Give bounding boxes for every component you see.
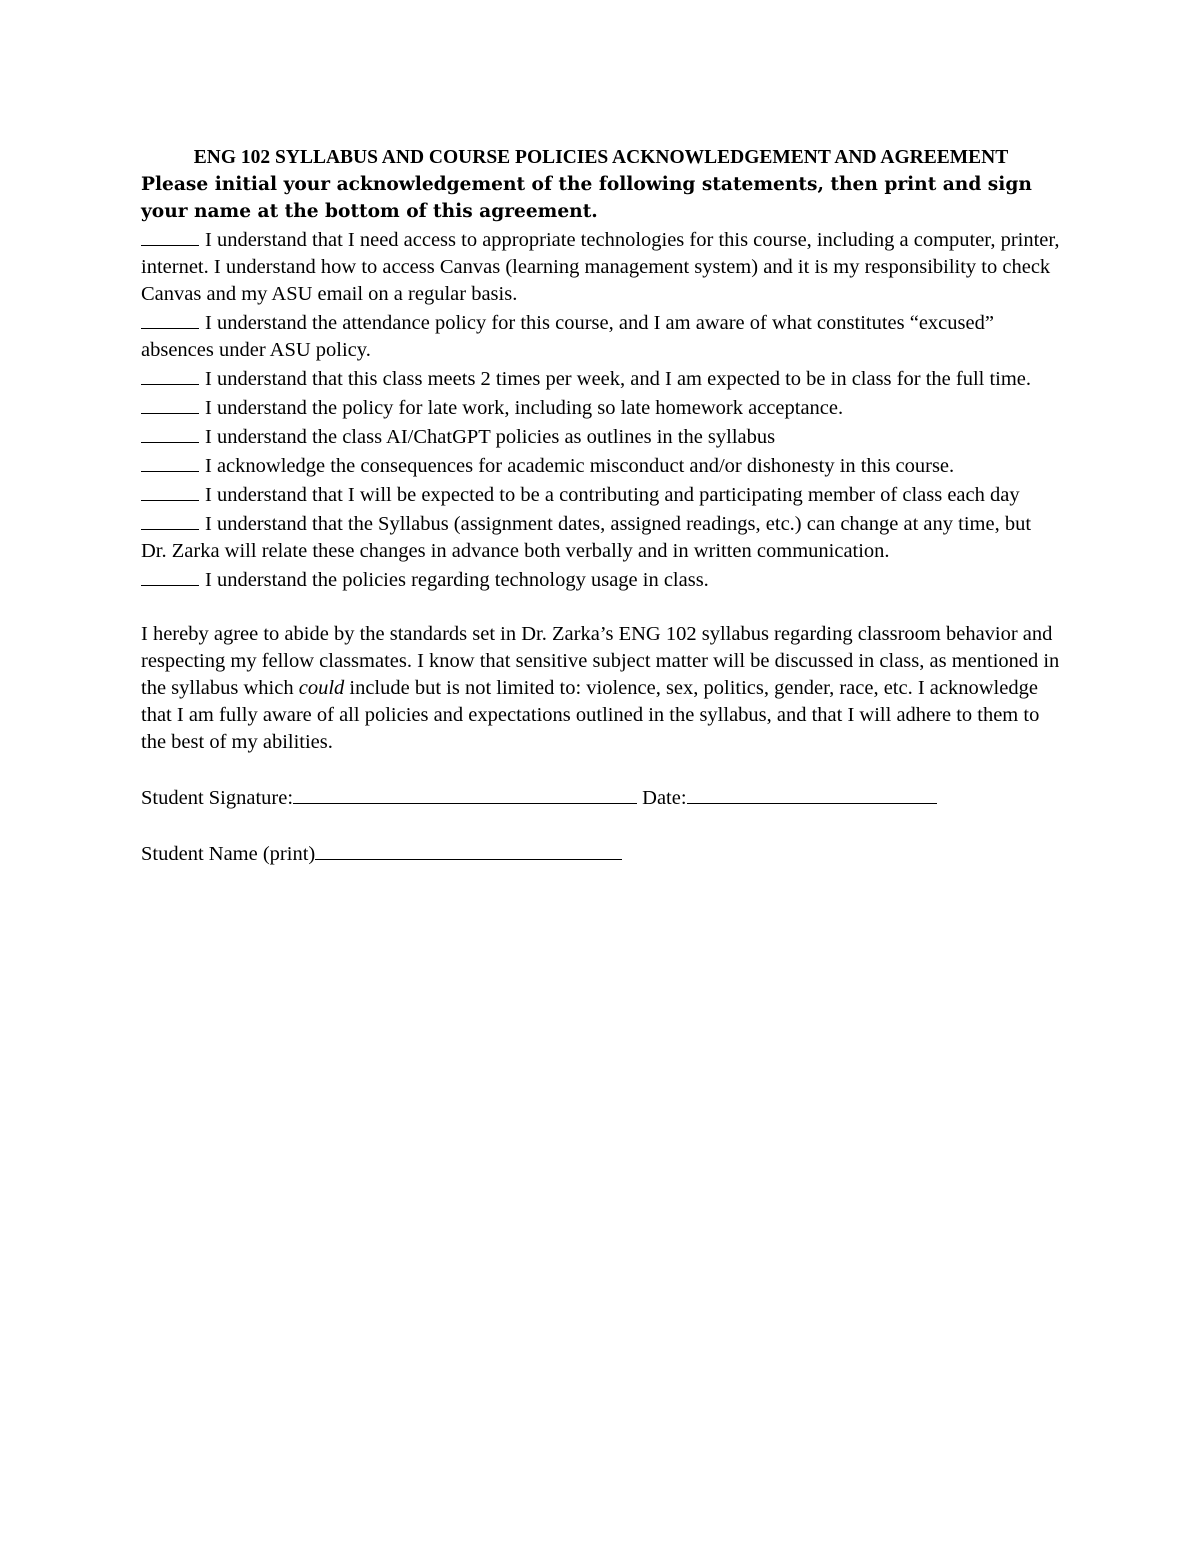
statement-text: I understand the policies regarding technology usage in class. bbox=[205, 569, 709, 591]
statement-list bbox=[141, 225, 1061, 594]
agreement-paragraph bbox=[141, 621, 1061, 756]
initial-blank[interactable] bbox=[141, 509, 199, 530]
date-field[interactable] bbox=[687, 783, 937, 804]
initial-blank[interactable] bbox=[141, 451, 199, 472]
name-label: Student Name (print) bbox=[141, 843, 316, 865]
initial-blank[interactable] bbox=[141, 565, 199, 586]
initial-blank[interactable] bbox=[141, 225, 199, 246]
statement-text: I understand the class AI/ChatGPT policies as outlines in the syllabus bbox=[205, 426, 776, 448]
agreement-text-end: include but is not limited to: violence, sex, politics, gender, race, etc. I acknowledge that I am fully aware of all policies and expectations outlined in the syllabus, and that I will adhere to them to the best of my abilities. bbox=[141, 677, 1040, 753]
statement-item bbox=[141, 480, 1061, 509]
signature-label: Student Signature: bbox=[141, 787, 294, 809]
signature-row bbox=[141, 783, 1061, 812]
name-row bbox=[141, 839, 1061, 868]
initial-blank[interactable] bbox=[141, 364, 199, 385]
initial-blank[interactable] bbox=[141, 480, 199, 501]
statement-item bbox=[141, 393, 1061, 422]
name-field[interactable] bbox=[315, 839, 622, 860]
initial-blank[interactable] bbox=[141, 393, 199, 414]
initial-blank[interactable] bbox=[141, 422, 199, 443]
signature-field[interactable] bbox=[293, 783, 637, 804]
statement-item bbox=[141, 451, 1061, 480]
statement-item bbox=[141, 509, 1061, 565]
statement-item bbox=[141, 225, 1061, 308]
statement-item bbox=[141, 422, 1061, 451]
statement-item bbox=[141, 364, 1061, 393]
document-title: ENG 102 SYLLABUS AND COURSE POLICIES ACKNOWLEDGEMENT AND AGREEMENT bbox=[193, 147, 1009, 168]
instructions-text: Please initial your acknowledgement of the following statements, then print and sign your name at the bottom of this agreement. bbox=[141, 174, 1032, 222]
statement-item bbox=[141, 308, 1061, 364]
date-label: Date: bbox=[642, 787, 687, 809]
agreement-text-start: I hereby agree to abide by the standards set in Dr. Zarka’s ENG 102 syllabus regarding classroom behavior and respecting my fellow classmates. I know that sensitive subject matter will be discussed in class, as mentioned in the syllabus which bbox=[141, 623, 1060, 699]
document-page bbox=[141, 144, 1061, 868]
initial-blank[interactable] bbox=[141, 308, 199, 329]
statement-text: I understand that I will be expected to be a contributing and participating member of class each day bbox=[205, 484, 1020, 506]
statement-text: I acknowledge the consequences for academic misconduct and/or dishonesty in this course. bbox=[205, 455, 955, 477]
statement-text: I understand that I need access to appropriate technologies for this course, including a computer, printer, internet. I understand how to access Canvas (learning management system) and it is my responsibility to check Canvas and my ASU email on a regular basis. bbox=[141, 229, 1060, 305]
statement-text: I understand that this class meets 2 times per week, and I am expected to be in class for the full time. bbox=[205, 368, 1032, 390]
statement-text: I understand the policy for late work, including so late homework acceptance. bbox=[205, 397, 844, 419]
agreement-emphasis: could bbox=[298, 677, 345, 699]
statement-text: I understand the attendance policy for this course, and I am aware of what constitutes “excused” absences under ASU policy. bbox=[141, 312, 994, 361]
statement-text: I understand that the Syllabus (assignment dates, assigned readings, etc.) can change at any time, but Dr. Zarka will relate these changes in advance both verbally and in written communication. bbox=[141, 513, 1032, 562]
statement-item bbox=[141, 565, 1061, 594]
